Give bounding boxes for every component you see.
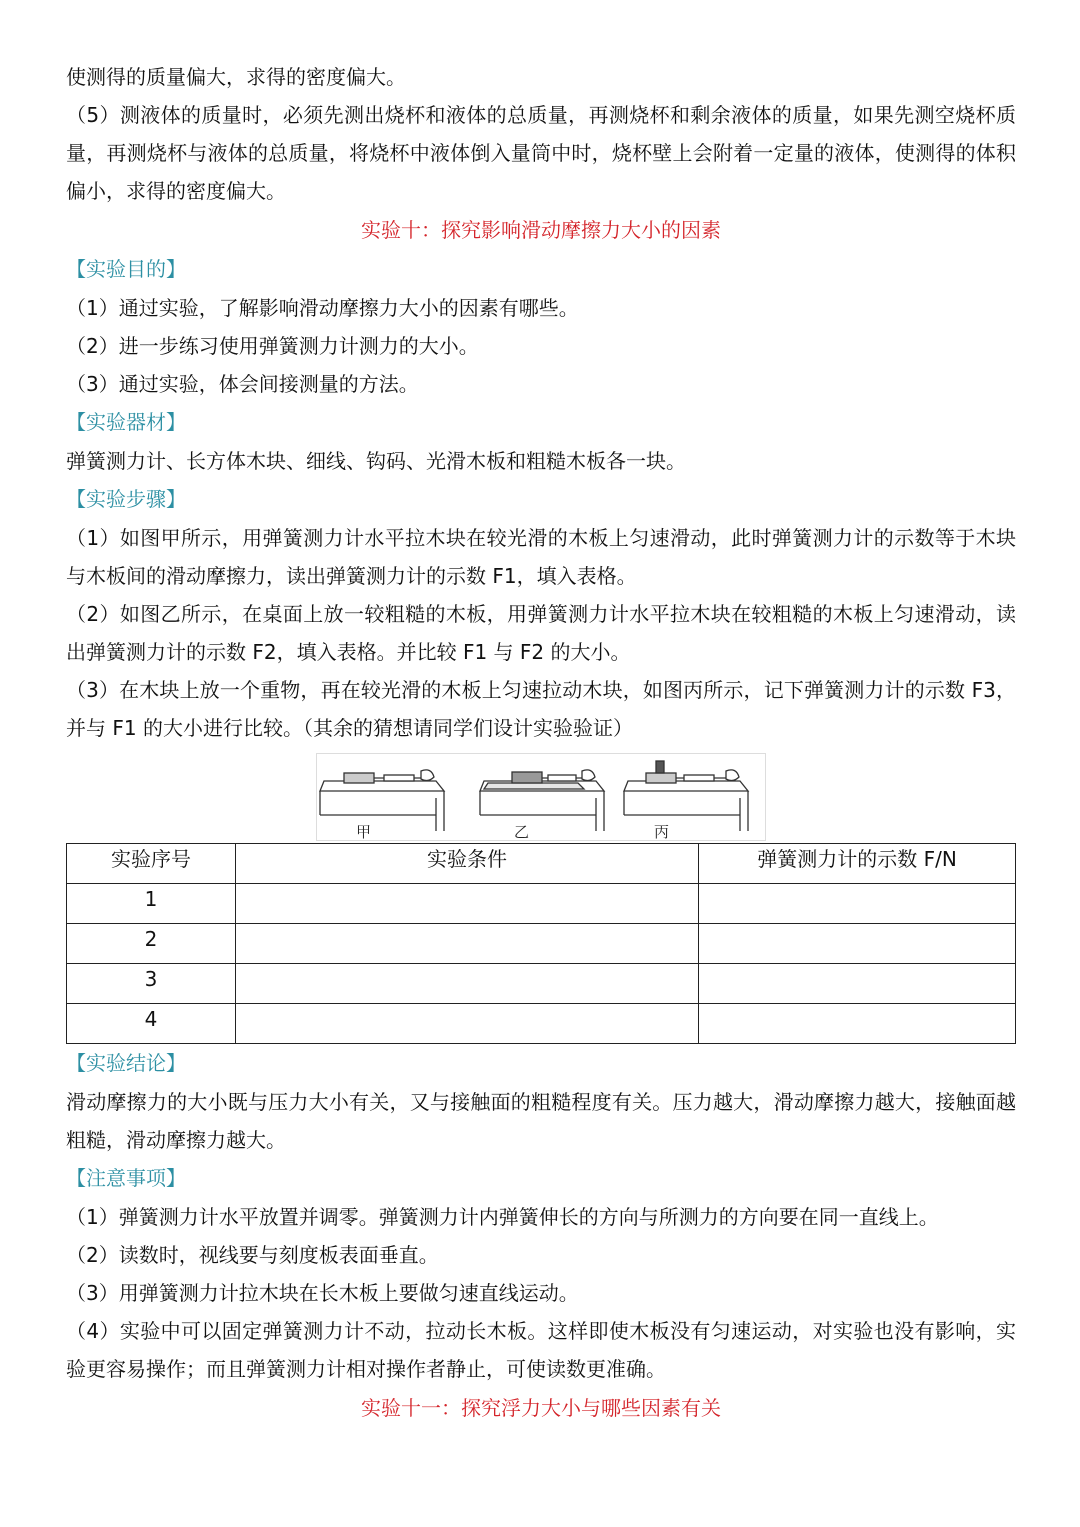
experiment-11-title: 实验十一：探究浮力大小与哪些因素有关 [361, 1396, 721, 1420]
figure-label-jia: 甲 [356, 823, 372, 841]
note-4: （4）实验中可以固定弹簧测力计不动，拉动长木板。这样即使木板没有匀速运动，对实验也没有影响，实验更容易操作；而且弹簧测力计相对操作者静止，可使读数更准确。 [66, 1319, 1016, 1381]
notes-heading: 【注意事项】 [66, 1166, 186, 1190]
apparatus-bing [624, 761, 748, 831]
reading-cell [699, 964, 1016, 1004]
apparatus-yi [480, 770, 604, 831]
reading-cell [699, 924, 1016, 964]
purpose-item-2: （2）进一步练习使用弹簧测力计测力的大小。 [66, 334, 479, 358]
equipment-text: 弹簧测力计、长方体木块、细线、钩码、光滑木板和粗糙木板各一块。 [66, 449, 686, 473]
figure-drawing [316, 753, 766, 841]
figure-label-bing: 丙 [654, 823, 670, 841]
equipment-heading: 【实验器材】 [66, 410, 186, 434]
steps-heading: 【实验步骤】 [66, 487, 186, 511]
condition-cell [236, 1004, 699, 1044]
note-3: （3）用弹簧测力计拉木块在长木板上要做匀速直线运动。 [66, 1281, 579, 1305]
header-condition: 实验条件 [236, 844, 699, 884]
step-3: （3）在木块上放一个重物，再在较光滑的木板上匀速拉动木块，如图丙所示，记下弹簧测力计的示数 F3，并与 F1 的大小进行比较。（其余的猜想请同学们设计实验验证） [66, 678, 1016, 740]
condition-cell [236, 964, 699, 1004]
header-trial-number: 实验序号 [67, 844, 236, 884]
purpose-item-1: （1）通过实验，了解影响滑动摩擦力大小的因素有哪些。 [66, 296, 579, 320]
experiment-table [66, 843, 1016, 1044]
condition-cell [236, 884, 699, 924]
trial-number: 3 [67, 964, 236, 1004]
table-row [67, 964, 1016, 1004]
purpose-item-3: （3）通过实验，体会间接测量的方法。 [66, 372, 419, 396]
paragraph-liquid-mass: （5）测液体的质量时，必须先测出烧杯和液体的总质量，再测烧杯和剩余液体的质量，如果先测空烧杯质量，再测烧杯与液体的总质量，将烧杯中液体倒入量筒中时，烧杯壁上会附着一定量的液体，使测得的体积偏小，求得的密度偏大。 [66, 103, 1016, 203]
figure-label-yi: 乙 [514, 823, 530, 841]
trial-number: 2 [67, 924, 236, 964]
experiment-10-title: 实验十：探究影响滑动摩擦力大小的因素 [361, 218, 721, 242]
step-2: （2）如图乙所示，在桌面上放一较粗糙的木板，用弹簧测力计水平拉木块在较粗糙的木板上匀速滑动，读出弹簧测力计的示数 F2，填入表格。并比较 F1 与 F2 的大小。 [66, 602, 1016, 664]
trial-number: 1 [67, 884, 236, 924]
reading-cell [699, 884, 1016, 924]
document-page [66, 58, 1016, 1428]
table-row [67, 884, 1016, 924]
apparatus-jia [320, 770, 444, 831]
header-reading: 弹簧测力计的示数 F/N [699, 844, 1016, 884]
purpose-heading: 【实验目的】 [66, 257, 186, 281]
friction-apparatus-figure [316, 753, 766, 841]
trial-number: 4 [67, 1004, 236, 1044]
condition-cell [236, 924, 699, 964]
note-1: （1）弹簧测力计水平放置并调零。弹簧测力计内弹簧伸长的方向与所测力的方向要在同一直线上。 [66, 1205, 939, 1229]
reading-cell [699, 1004, 1016, 1044]
conclusion-text: 滑动摩擦力的大小既与压力大小有关，又与接触面的粗糙程度有关。压力越大，滑动摩擦力越大，接触面越粗糙，滑动摩擦力越大。 [66, 1090, 1016, 1152]
conclusion-heading: 【实验结论】 [66, 1051, 186, 1075]
table-row [67, 924, 1016, 964]
note-2: （2）读数时，视线要与刻度板表面垂直。 [66, 1243, 439, 1267]
table-header-row [67, 844, 1016, 884]
table-row [67, 1004, 1016, 1044]
paragraph-density-result: 使测得的质量偏大，求得的密度偏大。 [66, 65, 406, 89]
step-1: （1）如图甲所示，用弹簧测力计水平拉木块在较光滑的木板上匀速滑动，此时弹簧测力计的示数等于木块与木板间的滑动摩擦力，读出弹簧测力计的示数 F1，填入表格。 [66, 526, 1016, 588]
